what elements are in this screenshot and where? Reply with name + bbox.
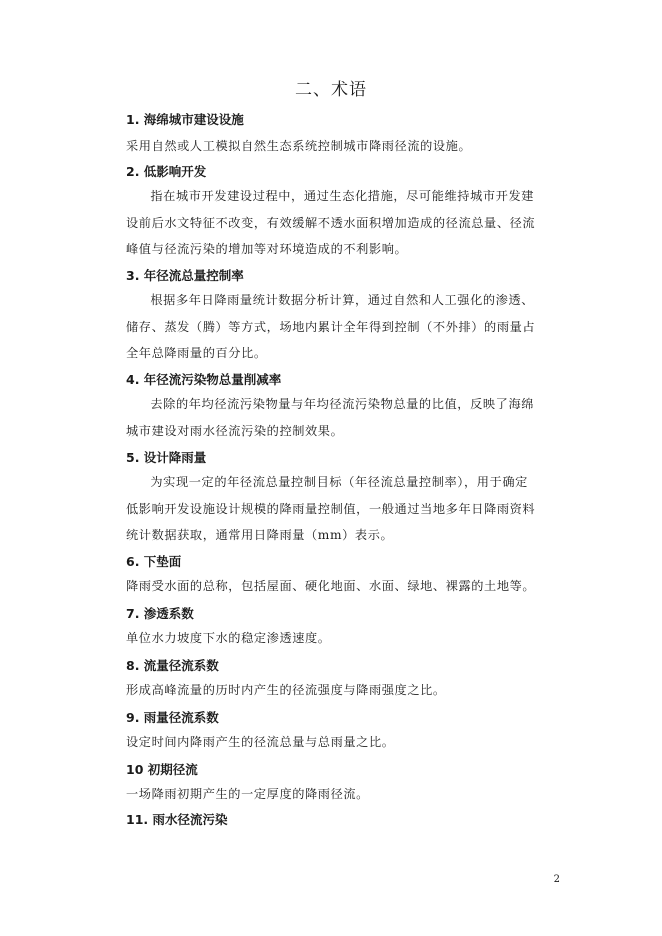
term-heading-3: 3. 年径流总量控制率: [126, 268, 244, 283]
term-heading-7: 7. 渗透系数: [126, 606, 194, 621]
term-definition-5: 为实现一定的年径流总量控制目标（年径流总量控制率），用于确定低影响开发设施设计规模的降雨量控制值，一般通过当地多年日降雨资料统计数据获取，通常用日降雨量（mm）表示。: [126, 475, 536, 542]
term-definition-10: 一场降雨初期产生的一定厚度的降雨径流。: [126, 787, 369, 801]
term-definition-8: 形成高峰流量的历时内产生的径流强度与降雨强度之比。: [126, 683, 446, 697]
section-title: 二、术语: [295, 80, 367, 100]
term-heading-10: 10 初期径流: [126, 762, 198, 777]
term-definition-3: 根据多年日降雨量统计数据分析计算，通过自然和人工强化的渗透、储存、蒸发（腾）等方式，场地内累计全年得到控制（不外排）的雨量占全年总降雨量的百分比。: [126, 293, 536, 360]
term-definition-9: 设定时间内降雨产生的径流总量与总雨量之比。: [126, 735, 395, 749]
term-definition-4: 去除的年均径流污染物量与年均径流污染物总量的比值，反映了海绵城市建设对雨水径流污染的控制效果。: [126, 397, 535, 438]
term-heading-1: 1. 海绵城市建设设施: [126, 112, 244, 127]
term-definition-2: 指在城市开发建设过程中，通过生态化措施，尽可能维持城市开发建设前后水文特征不改变，有效缓解不透水面积增加造成的径流总量、径流峰值与径流污染的增加等对环境造成的不利影响。: [126, 189, 536, 256]
term-heading-9: 9. 雨量径流系数: [126, 710, 219, 725]
term-heading-2: 2. 低影响开发: [126, 164, 207, 179]
term-definition-7: 单位水力坡度下水的稳定渗透速度。: [126, 631, 331, 645]
term-heading-4: 4. 年径流污染物总量削减率: [126, 372, 282, 387]
term-definition-1: 采用自然或人工模拟自然生态系统控制城市降雨径流的设施。: [126, 139, 472, 153]
term-heading-5: 5. 设计降雨量: [126, 450, 207, 465]
term-heading-8: 8. 流量径流系数: [126, 658, 219, 673]
term-heading-6: 6. 下垫面: [126, 554, 182, 569]
page-number: 2: [553, 874, 560, 885]
term-heading-11: 11. 雨水径流污染: [126, 812, 228, 827]
term-definition-6: 降雨受水面的总称，包括屋面、硬化地面、水面、绿地、裸露的土地等。: [126, 579, 536, 593]
